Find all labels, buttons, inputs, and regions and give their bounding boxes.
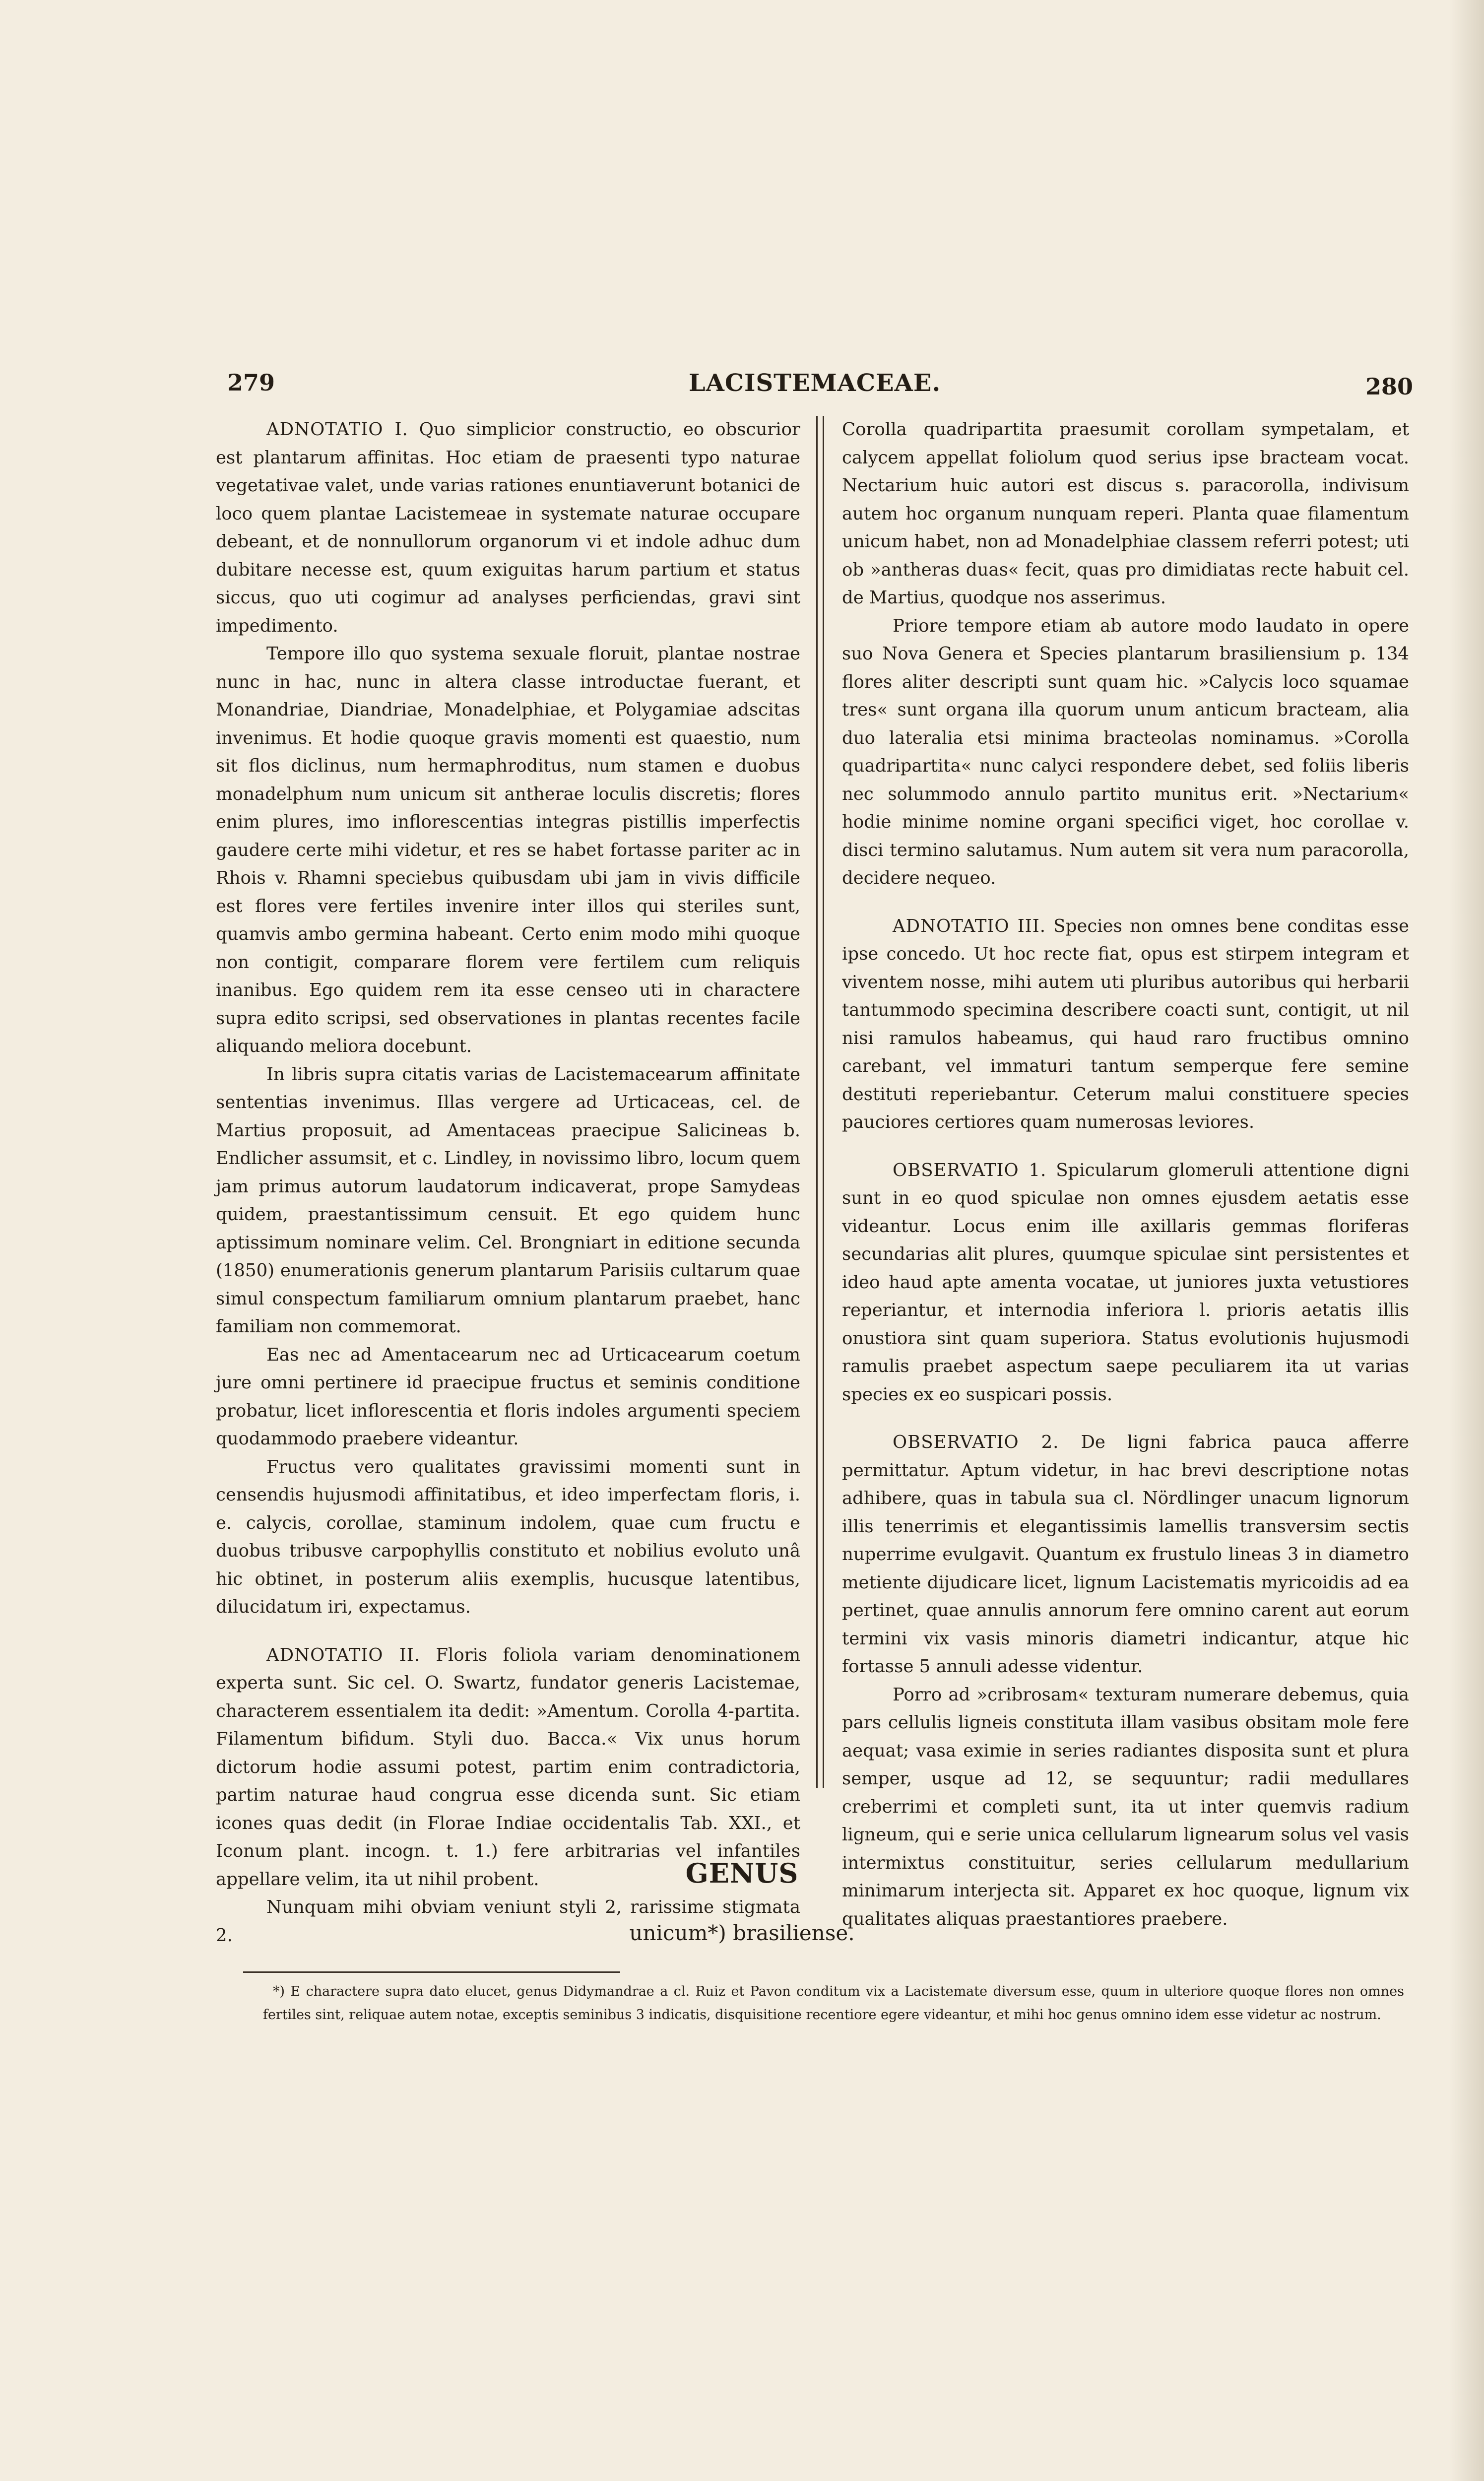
genus-subtitle: unicum*) brasiliense. — [629, 1921, 855, 1945]
paragraph-text: De ligni fabrica pauca afferre permittatur. Aptum videtur, in hac brevi descriptione notas adhibere, quas in tabula sua cl. Nördlinger unacum lignorum illis tenerrimis et elegantissimis lamellis transversim sectis nuperrime evulgavit. Quantum ex frustulo lineas 3 in diametro metiente dijudicare licet, lignum Lacistematis myricoidis ad ea pertinet, quae annulis annorum fere omnino carent aut eorum termini vix vasis minoris diametri indicantur, atque hic fortasse 5 annuli adesse videntur. — [842, 1432, 1409, 1677]
paragraph-text: Fructus vero qualitates gravissimi momenti sunt in censendis hujusmodi affinitatibus, et ideo imperfectam floris, i. e. calycis, corollae, staminum indolem, quae cum fructu e duobus tribusve carpophyllis constituto et nobilius evoluto unâ hic obtinet, in posterum aliis exemplis, hucusque latentibus, dilucidatum iri, expectamus. — [216, 1456, 800, 1617]
paragraph-text: Species non omnes bene conditas esse ipse concedo. Ut hoc recte fiat, opus est stirpem integram et viventem nosse, mihi autem uti pluribus autoribus qui herbarii tantummodo specimina describere coacti sunt, contigit, ut nil nisi ramulos habeamus, qui haud raro fructibus omnino carebant, vel immaturi tantum semperque fere semine destituti reperiebantur. Ceterum malui constituere species pauciores certiores quam numerosas leviores. — [842, 915, 1409, 1132]
paragraph-lead: ADNOTATIO I. — [266, 419, 408, 440]
paragraph — [216, 1341, 800, 1453]
right-column — [842, 416, 1409, 1933]
page-edge-shadow — [1449, 0, 1484, 2481]
paragraph-text: Quo simplicior constructio, eo obscurior est plantarum affinitas. Hoc etiam de praesenti typo naturae vegetativae valet, unde varias rationes enuntiaverunt botanici de loco quem plantae Lacistemeae in systemate naturae occupare debeant, et de nonnullorum organorum vi et indole adhuc dum dubitare necesse est, quum exiguitas harum partium et status siccus, quo uti cogimur ad analyses perficiendas, gravi sint impedimento. — [216, 419, 800, 636]
paragraph-text: In libris supra citatis varias de Lacistemacearum affinitate sententias invenimus. Illas vergere ad Urticaceas, cel. de Martius proposuit, ad Amentaceas praecipue Salicineas b. Endlicher assumsit, et c. Lindley, in novissimo libro, locum quem jam primus autorum laudatorum indicaverat, prope Samydeas quidem, praestantissimum censuit. Et ego quidem hunc aptissimum nominare velim. Cel. Brongniart in editione secunda (1850) enumerationis generum plantarum Parisiis cultarum quae simul conspectum familiarum omnium plantarum praebet, hanc familiam non commemorat. — [216, 1064, 800, 1337]
paragraph — [842, 416, 1409, 612]
paragraph — [842, 1157, 1409, 1409]
paragraph — [216, 1453, 800, 1622]
paragraph-text: Corolla quadripartita praesumit corollam sympetalam, et calycem appellat foliolum quod serius ipse bracteam vocat. Nectarium huic autori est discus s. paracorolla, indivisum autem hoc organum nunquam reperi. Planta quae filamentum unicum habet, non ad Monadelphiae classem referri potest; uti ob »antheras duas« fecit, quas pro dimidiatas recte habuit cel. de Martius, quodque nos asserimus. — [842, 419, 1409, 608]
genus-heading — [0, 1856, 1484, 1948]
left-column — [216, 416, 800, 1950]
page-header — [216, 362, 1413, 407]
paragraph — [842, 913, 1409, 1137]
genus-title: GENUS — [685, 1857, 799, 1889]
paragraph-lead: OBSERVATIO 1. — [893, 1160, 1047, 1180]
paragraph-text: Spicularum glomeruli attentione digni sunt in eo quod spiculae non omnes ejusdem aetatis esse videantur. Locus enim ille axillaris gemmas floriferas secundarias alit plures, quumque spiculae sint persistentes et ideo haud apte amenta vocatae, ut juniores juxta vetustiores reperiantur, et internodia inferiora l. prioris aetatis illis onustiora sint quam superiora. Status evolutionis hujusmodi ramulis praebet aspectum saepe peculiarem ita ut varias species ex eo suspicari possis. — [842, 1160, 1409, 1405]
paragraph — [216, 1061, 800, 1341]
footnote: *) E charactere supra dato elucet, genus Didymandrae a cl. Ruiz et Pavon conditum vix a Lacistemate diversum esse, quum in ulteriore quoque flores non omnes fertiles sint, reliquae autem notae, exceptis seminibus 3 indicatis, disquisitione recentiore egere videantur, et mihi hoc genus omnino idem esse videtur ac nostrum. — [263, 1984, 1404, 2023]
footnote-rule — [243, 1971, 620, 1973]
paragraph-text: Tempore illo quo systema sexuale floruit, plantae nostrae nunc in hac, nunc in altera classe introductae fuerant, et Monandriae, Diandriae, Monadelphiae, et Polygamiae adscitas invenimus. Et hodie quoque gravis momenti est quaestio, num sit flos diclinus, num hermaphroditus, num stamen e duobus monadelphum num unicum sit antherae loculis discretis; flores enim plures, imo inflorescentias integras pistillis imperfectis gaudere certe mihi videtur, et res se habet fortasse pariter ac in Rhois v. Rhamni speciebus quibusdam ubi jam in vivis difficile est flores vere fertiles invenire inter illos qui steriles sunt, quamvis ambo germina habeant. Certo enim modo mihi quoque non contigit, comparare florem vere fertilem cum reliquis inanibus. Ego quidem rem ita esse censeo uti in charactere supra edito scripsi, sed observationes in plantas recentes facile aliquando meliora docebunt. — [216, 644, 800, 1056]
paragraph-text: Porro ad »cribrosam« texturam numerare debemus, quia pars cellulis ligneis constituta illam vasibus obsitam mole fere aequat; vasa eximie in series radiantes disposita sunt et plura semper, usque ad 12, se sequuntur; radii medullares creberrimi et completi sunt, ita ut inter quemvis radium ligneum, qui e serie unica cellularum lignearum solus vel vasis intermixtus constituitur, series cellularum medullarium minimarum interjecta sit. Apparet ex hoc quoque, lignum vix qualitates aliquas praestantiores praebere. — [842, 1684, 1409, 1929]
paragraph-text: Nunquam mihi obviam veniunt styli 2, rarissime stigmata 2. — [216, 1897, 800, 1946]
paragraph — [842, 1429, 1409, 1681]
paragraph-text: Floris foliola variam denominationem experta sunt. Sic cel. O. Swartz, fundator generis Lacistemae, characterem essentialem ita dedit: »Amentum. Corolla 4-partita. Filamentum bifidum. Styli duo. Bacca.« Vix unus horum dictorum hodie assumi potest, partim enim contradictoria, partim naturae haud congrua esse dicenda sunt. Sic etiam icones quas dedit (in Florae Indiae occidentalis Tab. XXI., et Iconum plant. incogn. t. 1.) fere arbitrarias vel infantiles appellare velim, ita ut nihil probent. — [216, 1644, 800, 1890]
paragraph-lead: ADNOTATIO II. — [266, 1644, 421, 1665]
paragraph-lead: OBSERVATIO 2. — [893, 1432, 1059, 1452]
paragraph-text: Priore tempore etiam ab autore modo laudato in opere suo Nova Genera et Species plantarum brasiliensium p. 134 flores aliter descripti sunt quam hic. »Calycis loco squamae tres« sunt organa illa quorum unum anticum bracteam, alia duo lateralia etsi minima bracteolas nominamus. »Corolla quadripartita« nunc calyci respondere debet, sed foliis liberis nec solummodo annulo partito munitus erit. »Nectarium« hodie minime nomine organi specifici viget, hoc corollae v. disci termino salutamus. Num autem sit vera num paracorolla, decidere nequeo. — [842, 615, 1409, 888]
paragraph — [216, 416, 800, 640]
paragraph — [216, 640, 800, 1061]
column-divider — [816, 416, 824, 1788]
page-number-left: 279 — [227, 369, 275, 396]
running-title: LACISTEMACEAE. — [688, 369, 941, 397]
paragraph — [842, 612, 1409, 893]
paragraph-lead: ADNOTATIO III. — [893, 915, 1046, 936]
paragraph-text: Eas nec ad Amentacearum nec ad Urticacearum coetum jure omni pertinere id praecipue fructus et seminis conditione probatur, licet inflorescentia et floris indoles argumenti speciem quodammodo praebere videantur. — [216, 1344, 800, 1449]
page-number-right: 280 — [1365, 373, 1413, 400]
